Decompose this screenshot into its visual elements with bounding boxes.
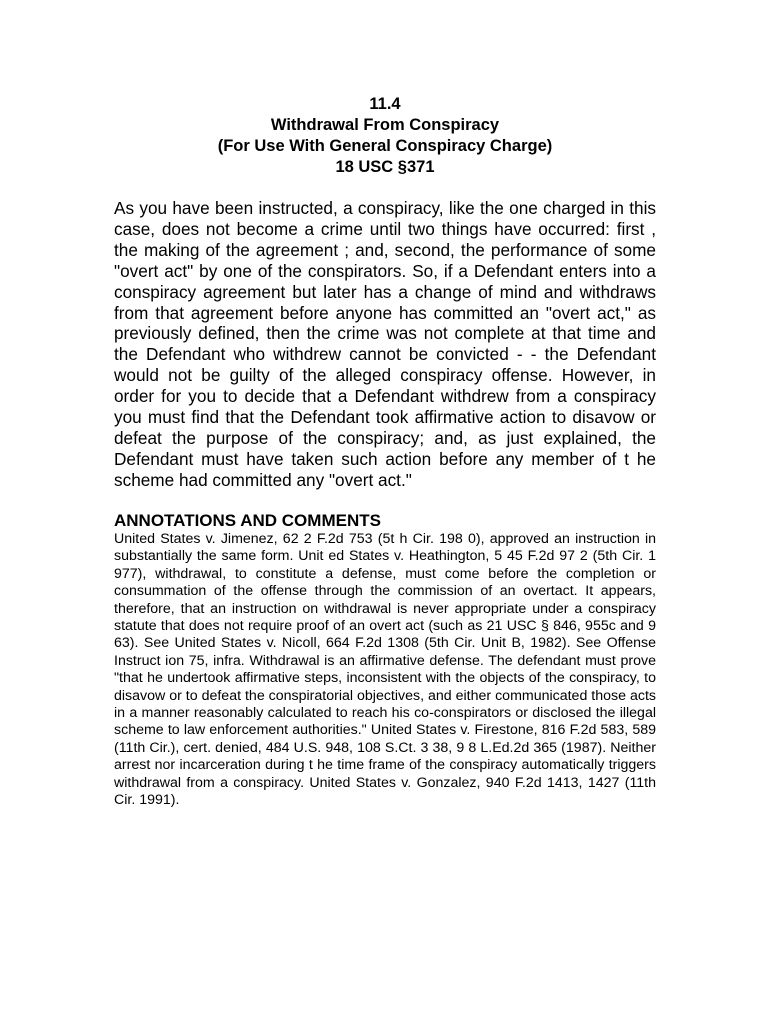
annotations-text: United States v. Jimenez, 62 2 F.2d 753 (5t h Cir. 198 0), approved an instruction in substantially the same form. Unit ed States v. Heathington, 5 45 F.2d 97 2 (5th Cir. 1 977), withdrawal, to constitute a defense, must come before the completion or consummation of the offense through the commission of an overtact. It appears, therefore, that an instruction on withdrawal is never appropriate under a conspiracy statute that does not require proof of an overt act (such as 21 USC § 846, 955c and 9 63). See United States v. Nicoll, 664 F.2d 1308 (5th Cir. Unit B, 1982). See Offense Instruct ion 75, infra. Withdrawal is an affirmative defense. The defendant must prove "that he undertook affirmative steps, inconsistent with the objects of the conspiracy, to disavow or to defeat the conspiratorial objectives, and either communicated those acts in a manner reasonably calculated to reach his co-conspirators or disclosed the illegal scheme to law enforcement authorities." United States v. Firestone, 816 F.2d 583, 589 (11th Cir.), cert. denied, 484 U.S. 948, 108 S.Ct. 3 38, 9 8 L.Ed.2d 365 (1987). Neither arrest nor incarceration during t he time frame of the conspiracy automatically triggers withdrawal from a conspiracy. United States v. Gonzalez, 940 F.2d 1413, 1427 (11th Cir. 1991). [114,531,656,809]
instruction-paragraph: As you have been instructed, a conspiracy, like the one charged in this case, does not become a crime until two things have occurred: first , the making of the agreement ; and, second, the performance of some "overt act" by one of the conspirators. So, if a Defendant enters into a conspiracy agreement but later has a change of mind and withdraws from that agreement before anyone has committed an "overt act," as previously defined, then the crime was not complete at that time and the Defendant who withdrew cannot be convicted - - the Defendant would not be guilty of the alleged conspiracy offense. However, in order for you to decide that a Defendant withdrew from a conspiracy you must find that the Defendant took affirmative action to disavow or defeat the purpose of the conspiracy; and, as just explained, the Defendant must have taken such action before any member of t he scheme had committed any "overt act." [114,198,656,490]
section-number: 11.4 [369,95,401,113]
document-heading [114,94,656,178]
statute-reference: 18 USC §371 [335,158,435,176]
document-subtitle: (For Use With General Conspiracy Charge) [217,137,553,155]
document-title: Withdrawal From Conspiracy [270,116,500,134]
annotations-heading: ANNOTATIONS AND COMMENTS [114,511,381,530]
